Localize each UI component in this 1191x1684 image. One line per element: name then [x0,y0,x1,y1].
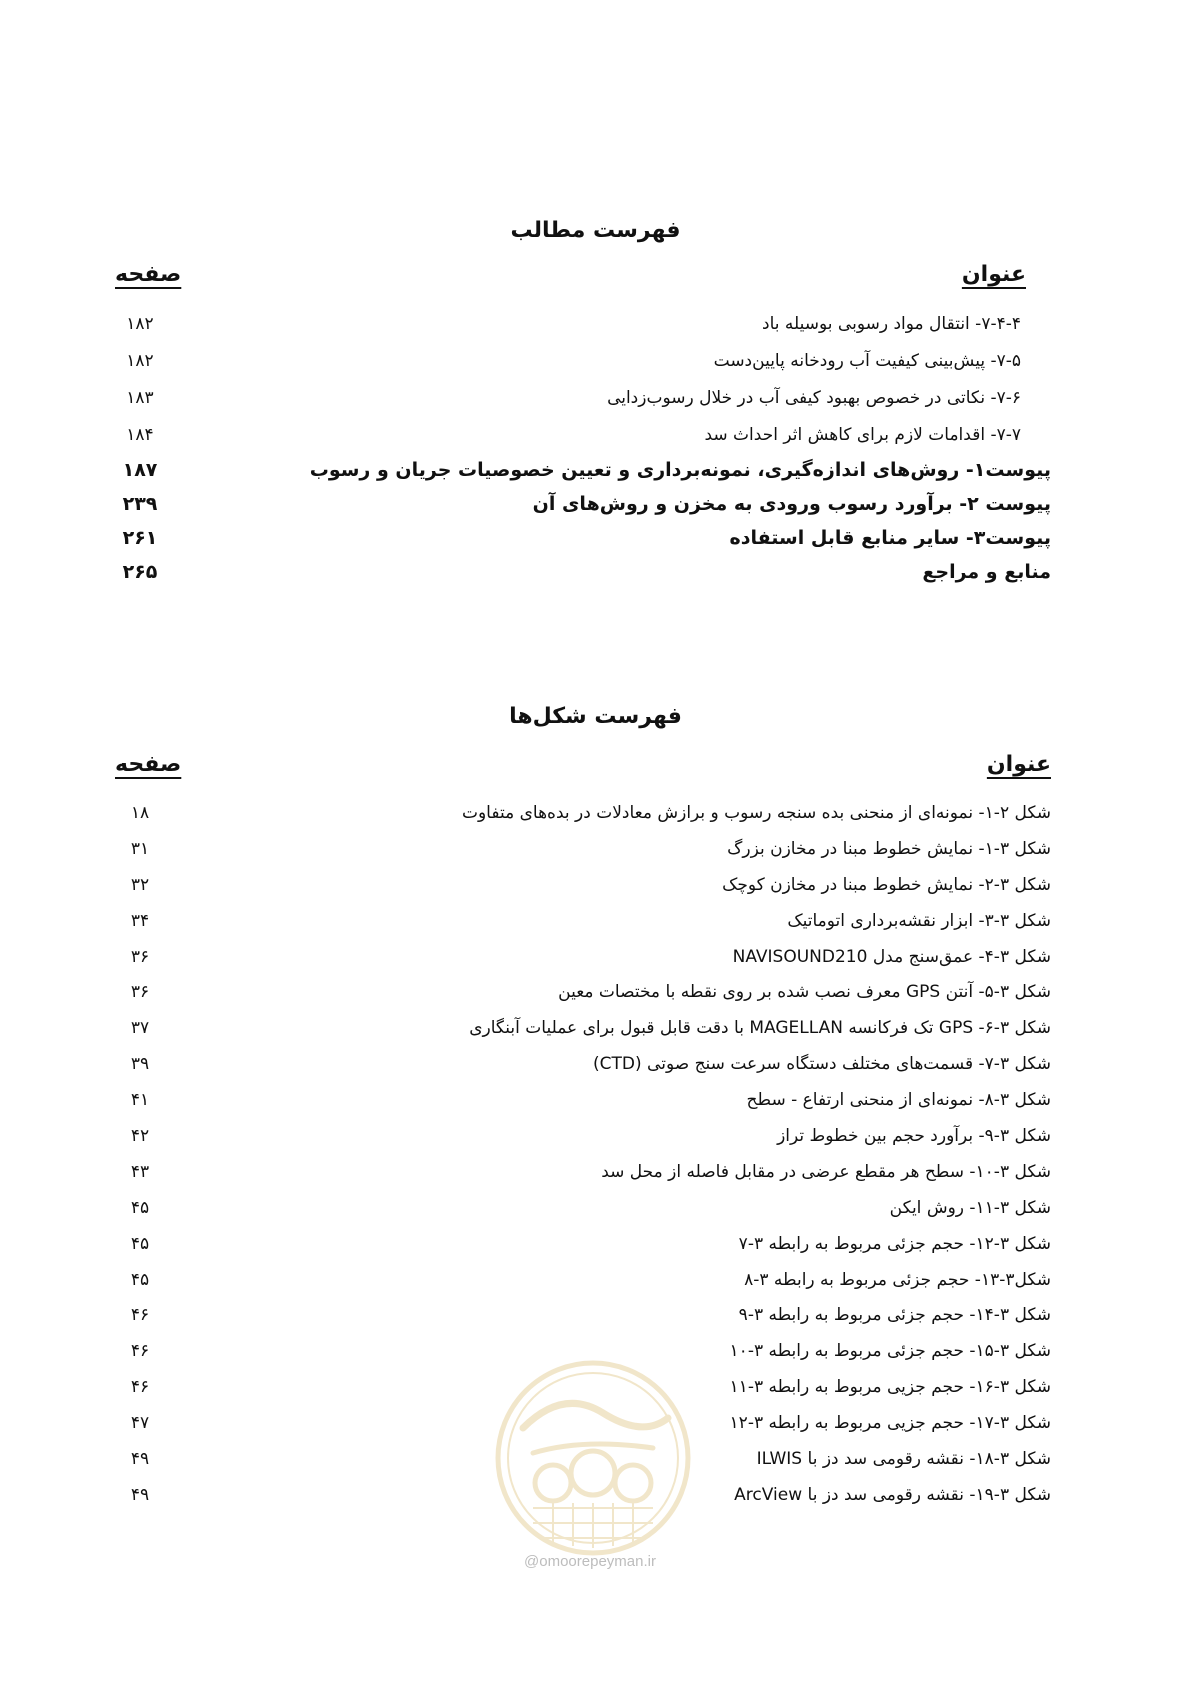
figure-row-page: ۳۹ [130,1054,150,1075]
figure-row-title: شکل ۳-۶- GPS تک فرکانسه MAGELLAN با دقت قابل قبول برای عملیات آبنگاری [469,1018,1051,1039]
figure-row-page: ۴۵ [130,1233,150,1254]
figure-row-page: ۱۸ [130,802,150,823]
figure-row-title: شکل ۳-۸- نمونه‌ای از منحنی ارتفاع - سطح [746,1090,1051,1111]
figure-row[interactable] [110,867,1051,903]
watermark-logo-icon [493,1358,693,1558]
figure-row-page: ۳۶ [130,946,150,967]
figure-row[interactable] [110,1297,1051,1333]
figures-column-title: عنوان [986,752,1051,777]
figure-row-title: شکل ۲-۱- نمونه‌ای از منحنی بده سنجه رسوب و برازش معادلات در بده‌های متفاوت [461,802,1051,823]
figure-row-page: ۴۷ [130,1413,150,1434]
figure-row[interactable] [110,1118,1051,1154]
figure-row[interactable] [110,1082,1051,1118]
figure-row[interactable] [110,939,1051,975]
toc-row-title: پیوست۱- روش‌های اندازه‌گیری، نمونه‌برداری و تعیین خصوصیات جریان و رسوب [309,459,1051,481]
figure-row-page: ۴۵ [130,1197,150,1218]
toc-row-page: ۱۸۴ [126,424,154,445]
toc-row[interactable] [110,487,1051,521]
toc-row-page: ۱۸۷ [122,459,158,481]
toc-row[interactable] [110,416,1051,453]
toc-column-page: صفحه [115,262,182,287]
figure-row-title: شکل ۳-۱۹- نقشه رقومی سد دز با ArcView [734,1484,1051,1505]
toc-row[interactable] [110,379,1051,416]
figure-row[interactable] [110,1154,1051,1190]
figure-row[interactable] [110,903,1051,939]
toc-row-page: ۱۸۲ [126,313,154,334]
toc-row-title: ۷-۶- نکاتی در خصوص بهبود کیفی آب در خلال رسوب‌زدایی [607,387,1021,408]
figure-row[interactable] [110,1046,1051,1082]
toc-row-title: ۷-۴-۴- انتقال مواد رسوبی بوسیله باد [762,313,1021,334]
figures-heading: فهرست شکل‌ها [509,704,682,729]
figure-row-title: شکل ۳-۲- نمایش خطوط مبنا در مخازن کوچک [722,874,1051,895]
figure-row-title: شکل ۳-۱- نمایش خطوط مبنا در مخازن بزرگ [727,838,1051,859]
figure-row[interactable] [110,1190,1051,1226]
figure-row-title: شکل ۳-۱۲- حجم جزئی مربوط به رابطه ۳-۷ [738,1233,1051,1254]
toc-row-title: پیوست۳- سایر منابع قابل استفاده [729,527,1051,549]
figure-row-title: شکل ۳-۱۶- حجم جزیی مربوط به رابطه ۳-۱۱ [729,1377,1051,1398]
toc-row[interactable] [110,342,1051,379]
watermark-url: @omoorepeyman.ir [524,1553,656,1570]
figure-row[interactable] [110,831,1051,867]
toc-column-title: عنوان [961,262,1026,287]
figure-row-page: ۴۱ [130,1090,150,1111]
figure-row-title: شکل ۳-۱۱- روش ایکن [889,1197,1051,1218]
figure-row-page: ۳۶ [130,982,150,1003]
figure-row-title: شکل ۳-۱۴- حجم جزئی مربوط به رابطه ۳-۹ [738,1305,1051,1326]
figure-row-title: شکل ۳-۱۷- حجم جزیی مربوط به رابطه ۳-۱۲ [729,1413,1051,1434]
toc-row[interactable] [110,555,1051,589]
figure-row-page: ۴۳ [130,1161,150,1182]
figure-row-title: شکل ۳-۴- عمق‌سنج مدل NAVISOUND210 [732,946,1051,967]
figure-row-page: ۳۷ [130,1018,150,1039]
figure-row[interactable] [110,1226,1051,1262]
figures-column-page: صفحه [115,752,182,777]
figure-row-page: ۴۶ [130,1341,150,1362]
figure-row-page: ۴۶ [130,1377,150,1398]
toc-row-page: ۲۶۵ [122,561,158,583]
toc-list [110,305,1051,589]
figure-row[interactable] [110,795,1051,831]
figure-row[interactable] [110,1010,1051,1046]
figure-row-title: شکل ۳-۹- برآورد حجم بین خطوط تراز [777,1125,1051,1146]
figure-row-title: شکل۳-۱۳- حجم جزئی مربوط به رابطه ۳-۸ [744,1269,1051,1290]
figure-row-title: شکل ۳-۱۰- سطح هر مقطع عرضی در مقابل فاصله از محل سد [601,1161,1051,1182]
figure-row-page: ۳۲ [130,874,150,895]
toc-row-page: ۱۸۲ [126,350,154,371]
figure-row[interactable] [110,1262,1051,1298]
figure-row-page: ۴۹ [130,1484,150,1505]
figure-row-title: شکل ۳-۷- قسمت‌های مختلف دستگاه سرعت سنج صوتی (CTD) [593,1054,1051,1075]
figure-row-title: شکل ۳-۵- آنتن GPS معرف نصب شده بر روی نقطه با مختصات معین [558,982,1051,1003]
toc-row-page: ۲۳۹ [122,493,158,515]
figure-row-page: ۴۹ [130,1448,150,1469]
toc-row-title: پیوست ۲- برآورد رسوب ورودی به مخزن و روش‌های آن [532,493,1051,515]
toc-row[interactable] [110,453,1051,487]
toc-row-title: ۷-۵- پیش‌بینی کیفیت آب رودخانه پایین‌دست [713,350,1021,371]
figure-row-title: شکل ۳-۳- ابزار نقشه‌برداری اتوماتیک [787,910,1051,931]
figure-row-page: ۴۶ [130,1305,150,1326]
toc-row-page: ۲۶۱ [122,527,158,549]
figure-row-page: ۳۴ [130,910,150,931]
toc-row[interactable] [110,305,1051,342]
toc-heading: فهرست مطالب [510,218,681,243]
figure-row-page: ۴۲ [130,1125,150,1146]
figure-row-title: شکل ۳-۱۸- نقشه رقومی سد دز با ILWIS [756,1448,1051,1469]
figure-row-page: ۴۵ [130,1269,150,1290]
figure-row-title: شکل ۳-۱۵- حجم جزئی مربوط به رابطه ۳-۱۰ [729,1341,1051,1362]
figure-row[interactable] [110,974,1051,1010]
toc-row-title: منابع و مراجع [922,561,1051,583]
figure-row-page: ۳۱ [130,838,150,859]
toc-row-title: ۷-۷- اقدامات لازم برای کاهش اثر احداث سد [704,424,1021,445]
toc-row[interactable] [110,521,1051,555]
toc-row-page: ۱۸۳ [126,387,154,408]
